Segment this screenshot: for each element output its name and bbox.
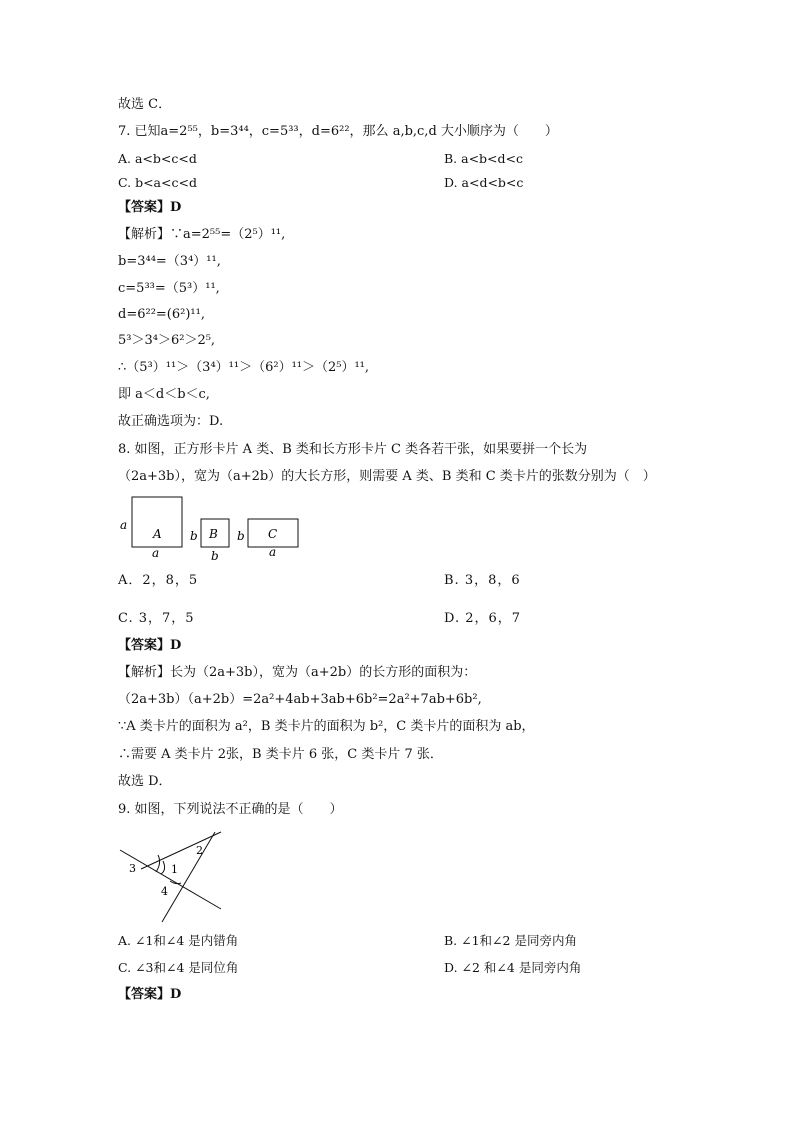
text-line: 故选 C．	[118, 97, 172, 112]
angle-label-1: 1	[171, 863, 178, 876]
option-9c: C. ∠3和∠4 是同位角	[118, 960, 239, 975]
card-c-label: C	[268, 527, 278, 541]
solution-line: ∴需要 A 类卡片 2张，B 类卡片 6 张，C 类卡片 7 张．	[118, 747, 443, 762]
solution-line: 【解析】长为（2a+3b），宽为（a+2b）的长方形的面积为：	[118, 665, 477, 680]
answer-8: 【答案】D	[118, 638, 182, 653]
solution-line: 故正确选项为：D.	[118, 414, 224, 429]
option-8d: D. 2，6，7	[444, 611, 522, 626]
option-7a: A. a<b<c<d	[118, 151, 197, 166]
option-7c: C. b<a<c<d	[118, 175, 197, 190]
card-a-side: a	[120, 518, 128, 532]
card-b-label: B	[209, 527, 218, 541]
question-9: 9. 如图，下列说法不正确的是（ ）	[118, 802, 343, 817]
card-figure	[112, 490, 312, 565]
option-8c: C. 3，7，5	[118, 611, 195, 626]
angle-label-3: 3	[129, 862, 136, 875]
answer-7: 【答案】D	[118, 200, 182, 215]
option-9b: B. ∠1和∠2 是同旁内角	[444, 933, 577, 948]
angle-label-2: 2	[196, 844, 203, 857]
question-8-cont: （2a+3b），宽为（a+2b）的大长方形，则需要 A 类、B 类和 C 类卡片的张数分别为（ ）	[118, 469, 656, 484]
angle-label-4: 4	[161, 885, 168, 898]
option-7b: B. a<b<d<c	[444, 151, 524, 166]
card-a-label: A	[153, 527, 162, 541]
solution-line: 【解析】∵a=2⁵⁵=（2⁵）¹¹,	[118, 227, 286, 242]
option-7d: D. a<d<b<c	[444, 175, 524, 190]
card-b-bottom: b	[211, 549, 219, 563]
solution-line: c=5³³=（5³）¹¹,	[118, 281, 220, 296]
angle-figure	[115, 828, 230, 924]
solution-line: d=6²²=(6²)¹¹,	[118, 307, 205, 322]
option-8b: B. 3，8，6	[444, 573, 521, 588]
solution-line: ∵A 类卡片的面积为 a²，B 类卡片的面积为 b²，C 类卡片的面积为 ab，	[118, 719, 535, 734]
option-8a: A．2，8，5	[118, 573, 199, 588]
card-b-side: b	[190, 529, 198, 543]
card-c-side: b	[237, 529, 245, 543]
solution-line: 即 a＜d＜b＜c,	[118, 387, 210, 402]
answer-9: 【答案】D	[118, 987, 182, 1002]
question-8: 8. 如图，正方形卡片 A 类、B 类和长方形卡片 C 类各若干张，如果要拼一个长为	[118, 442, 588, 457]
solution-line: （2a+3b）（a+2b）=2a²+4ab+3ab+6b²=2a²+7ab+6b²,	[118, 692, 482, 707]
solution-line: 故选 D．	[118, 774, 172, 789]
card-a-bottom: a	[152, 546, 160, 560]
solution-line: 5³＞3⁴＞6²＞2⁵,	[118, 333, 216, 348]
solution-line: b=3⁴⁴=（3⁴）¹¹,	[118, 254, 221, 269]
solution-line: ∴（5³）¹¹＞（3⁴）¹¹＞（6²）¹¹＞（2⁵）¹¹,	[118, 360, 370, 375]
question-7: 7. 已知a=2⁵⁵，b=3⁴⁴，c=5³³，d=6²²，那么 a,b,c,d 大小顺序为（ ）	[118, 124, 558, 139]
card-c-bottom: a	[269, 545, 277, 559]
option-9a: A. ∠1和∠4 是内错角	[118, 933, 239, 948]
option-9d: D. ∠2 和∠4 是同旁内角	[444, 960, 582, 975]
